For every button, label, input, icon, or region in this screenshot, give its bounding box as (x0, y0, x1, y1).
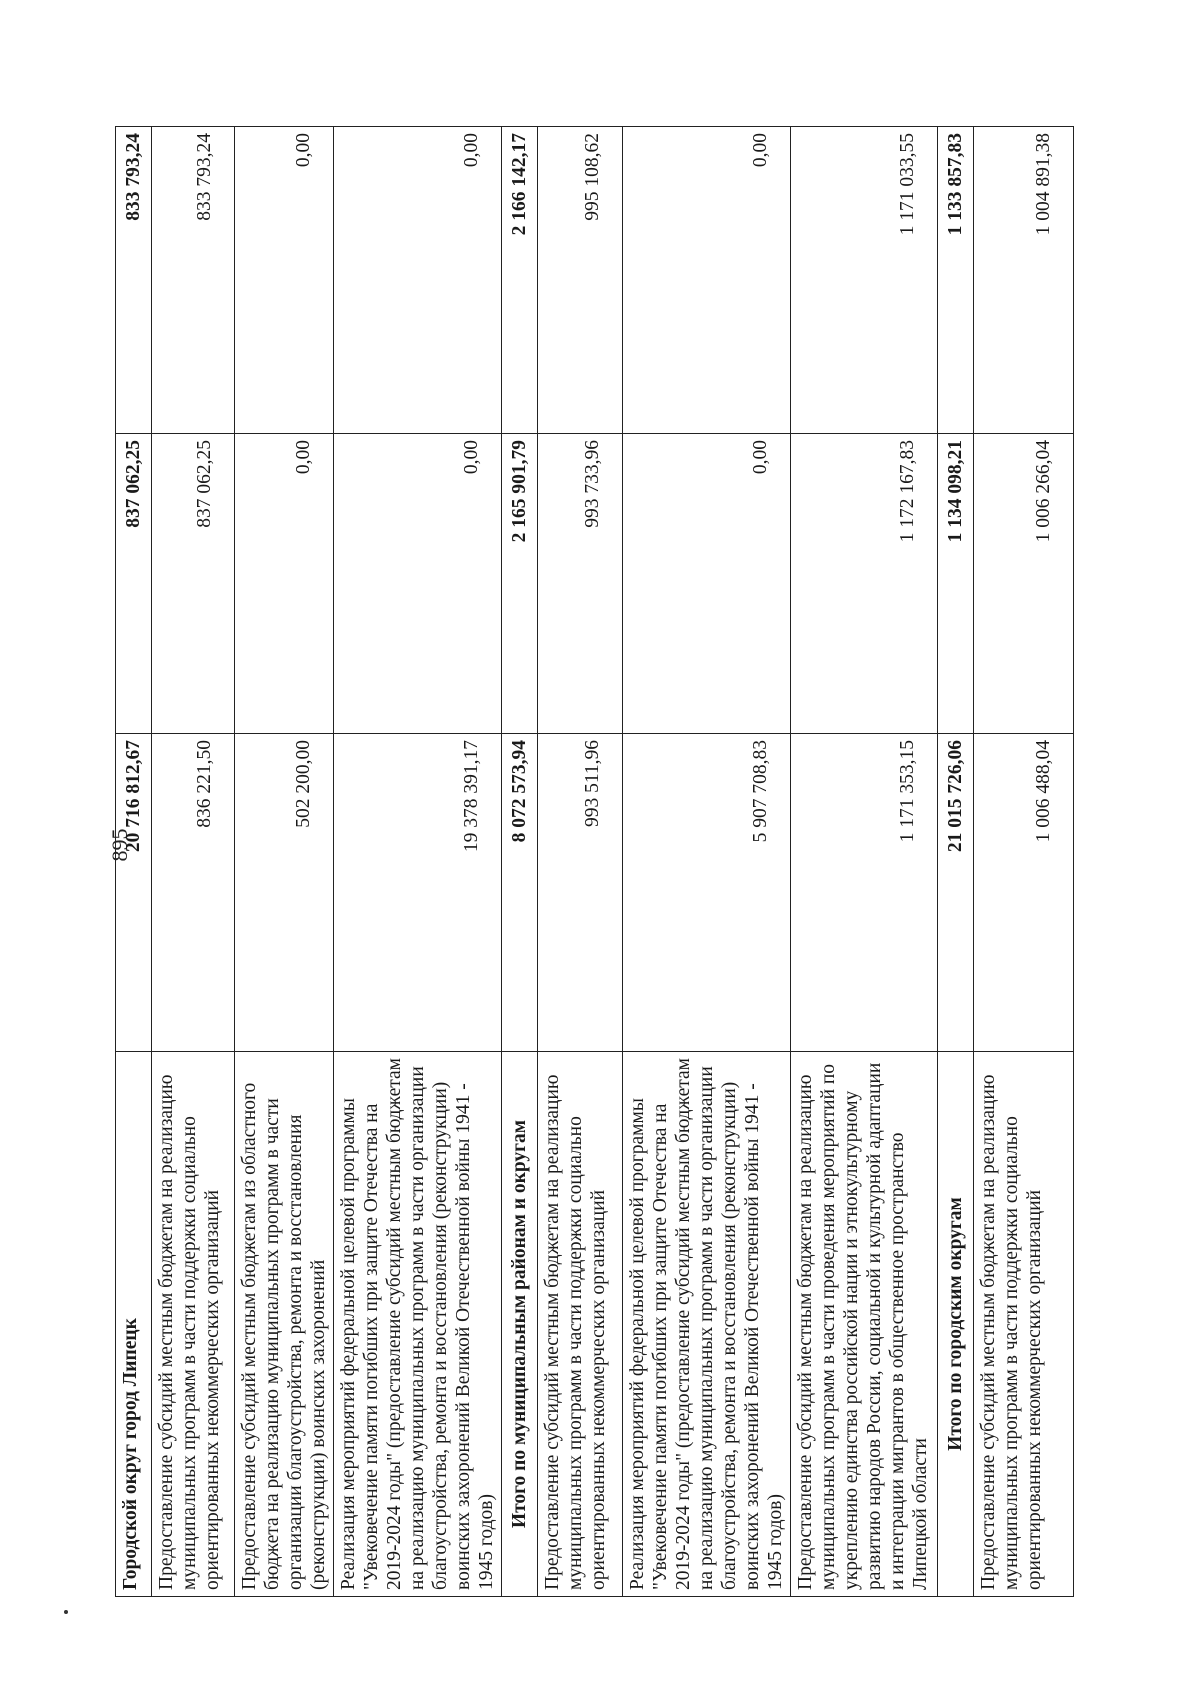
value-cell: 2 166 142,17 (502, 127, 538, 434)
value-cell: 1 134 098,21 (938, 434, 974, 734)
value-cell: 993 733,96 (538, 434, 623, 734)
value-cell: 0,00 (623, 127, 791, 434)
row-label: Реализация мероприятий федеральной целевой программы "Увековечение памяти погибших при защите Отечества на 2019-2024 годы" (предоставление субсидий местным бюджетам на реализацию муниципальных программ в части организации благоустройства, ремонта и восстановления (реконструкции) воинских захоронений Великой Отечественной войны 1941 - 1945 годов) (623, 1052, 791, 1597)
value-cell: 837 062,25 (116, 434, 152, 734)
table-row (235, 127, 334, 1597)
value-cell: 1 171 353,15 (791, 734, 938, 1052)
table-row (791, 127, 938, 1597)
value-cell: 837 062,25 (152, 434, 235, 734)
rotated-table-wrapper (115, 127, 1054, 1597)
value-cell: 836 221,50 (152, 734, 235, 1052)
value-cell: 833 793,24 (116, 127, 152, 434)
value-cell: 1 133 857,83 (938, 127, 974, 434)
scan-dot (64, 1610, 68, 1614)
value-cell: 1 172 167,83 (791, 434, 938, 734)
value-cell: 1 006 266,04 (974, 434, 1074, 734)
row-label: Предоставление субсидий местным бюджетам на реализацию муниципальных программ в части поддержки социально ориентированных некоммерческих организаций (152, 1052, 235, 1597)
value-cell: 21 015 726,06 (938, 734, 974, 1052)
value-cell: 1 006 488,04 (974, 734, 1074, 1052)
value-cell: 20 716 812,67 (116, 734, 152, 1052)
value-cell: 0,00 (623, 434, 791, 734)
subsidy-table (115, 126, 1074, 1597)
value-cell: 0,00 (334, 434, 502, 734)
page-number: 895 (107, 828, 132, 862)
value-cell: 502 200,00 (235, 734, 334, 1052)
value-cell: 833 793,24 (152, 127, 235, 434)
value-cell: 5 907 708,83 (623, 734, 791, 1052)
value-cell: 19 378 391,17 (334, 734, 502, 1052)
table-row (938, 127, 974, 1597)
row-label: Реализация мероприятий федеральной целевой программы "Увековечение памяти погибших при защите Отечества на 2019-2024 годы" (предоставление субсидий местным бюджетам на реализацию муниципальных программ в части организации благоустройства, ремонта и восстановления (реконструкции) воинских захоронений Великой Отечественной войны 1941 - 1945 годов) (334, 1052, 502, 1597)
value-cell: 1 171 033,55 (791, 127, 938, 434)
table-row (974, 127, 1074, 1597)
row-label: Городской округ город Липецк (116, 1052, 152, 1597)
row-label: Итого по муниципальным районам и округам (502, 1052, 538, 1597)
table-row (502, 127, 538, 1597)
value-cell: 0,00 (334, 127, 502, 434)
value-cell: 1 004 891,38 (974, 127, 1074, 434)
value-cell: 2 165 901,79 (502, 434, 538, 734)
row-label: Предоставление субсидий местным бюджетам на реализацию муниципальных программ в части поддержки социально ориентированных некоммерческих организаций (974, 1052, 1074, 1597)
table-row (116, 127, 152, 1597)
table-row (152, 127, 235, 1597)
row-label: Предоставление субсидий местным бюджетам из областного бюджета на реализацию муниципальных программ в части организации благоустройства, ремонта и восстановления (реконструкции) воинских захоронений (235, 1052, 334, 1597)
row-label: Итого по городским округам (938, 1052, 974, 1597)
value-cell: 995 108,62 (538, 127, 623, 434)
table-row (334, 127, 502, 1597)
table-row (623, 127, 791, 1597)
value-cell: 993 511,96 (538, 734, 623, 1052)
row-label: Предоставление субсидий местным бюджетам на реализацию муниципальных программ в части проведения мероприятий по укреплению единства российской нации и этнокультурному развитию народов России, социальной и культурной адаптации и интеграции мигрантов в общественное пространство Липецкой области (791, 1052, 938, 1597)
value-cell: 0,00 (235, 127, 334, 434)
value-cell: 8 072 573,94 (502, 734, 538, 1052)
table-row (538, 127, 623, 1597)
value-cell: 0,00 (235, 434, 334, 734)
row-label: Предоставление субсидий местным бюджетам на реализацию муниципальных программ в части поддержки социально ориентированных некоммерческих организаций (538, 1052, 623, 1597)
